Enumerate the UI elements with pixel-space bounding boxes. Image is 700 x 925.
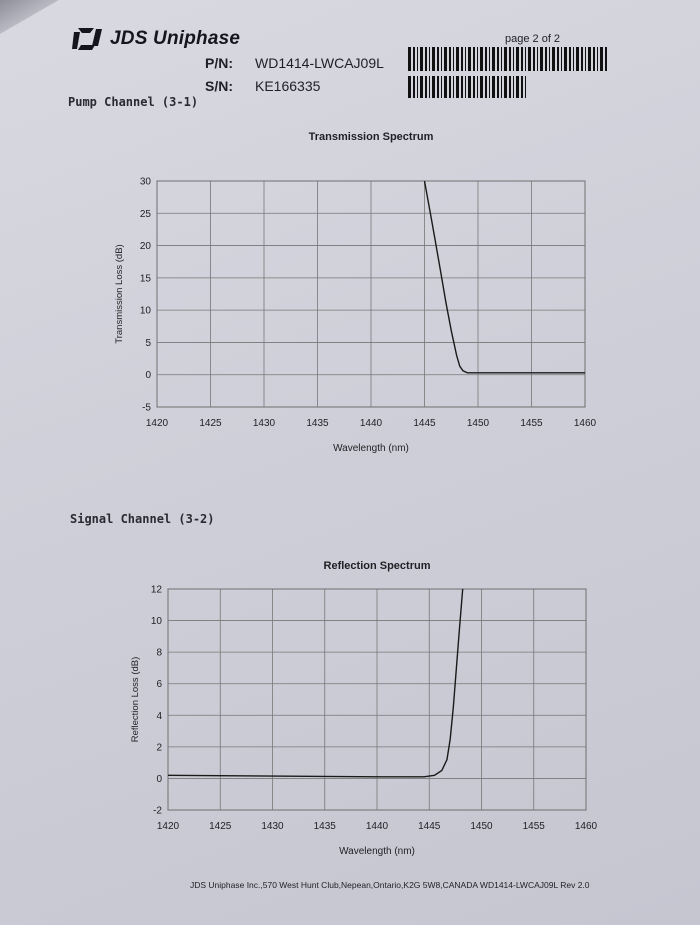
footer-address: JDS Uniphase Inc.,570 West Hunt Club,Nepean,Ontario,K2G 5W8,CANADA WD1414-LWCAJ09L Rev 2.0	[190, 880, 590, 890]
barcode-bar	[540, 47, 543, 71]
barcode-bar	[569, 47, 571, 71]
y-axis-label: Transmission Loss (dB)	[114, 244, 125, 344]
barcode-bar	[429, 76, 430, 98]
barcode-bar	[489, 76, 490, 98]
transmission-chart-svg	[100, 125, 620, 460]
company-logo	[72, 26, 240, 52]
y-tick-label: -5	[142, 402, 151, 414]
barcode-bar	[545, 47, 547, 71]
barcode-bar	[564, 47, 567, 71]
serial-number-label: S/N:	[205, 78, 233, 94]
barcode-bar	[509, 76, 511, 98]
barcode-bar	[552, 47, 555, 71]
reflection-chart	[110, 555, 620, 860]
barcode-bar	[528, 47, 531, 71]
y-tick-label: 5	[145, 337, 151, 349]
barcode-bar	[444, 47, 447, 71]
barcode-bar	[557, 47, 559, 71]
barcode-bar	[432, 47, 435, 71]
barcode-bar	[413, 47, 415, 71]
barcode-bar	[468, 76, 471, 98]
barcode-bar	[420, 47, 423, 71]
barcode-bar	[509, 47, 511, 71]
barcode-bar	[473, 76, 475, 98]
barcode-bar	[521, 47, 523, 71]
barcode-bar	[417, 76, 418, 98]
barcode-bar	[437, 76, 439, 98]
serial-number-value: KE166335	[255, 78, 321, 94]
barcode-bar	[497, 76, 499, 98]
x-tick-label: 1440	[359, 418, 383, 429]
barcode-bar	[585, 47, 586, 71]
barcode-bar	[461, 76, 463, 98]
barcode-bar	[504, 76, 507, 98]
barcode-bar	[468, 47, 471, 71]
barcode-bar	[456, 47, 459, 71]
y-tick-label: 0	[156, 773, 162, 785]
barcode-bar	[525, 76, 526, 98]
barcode-bar	[453, 76, 454, 98]
page-indicator: page 2 of 2	[505, 33, 561, 45]
barcode-bar	[420, 76, 423, 98]
barcode-bar	[605, 47, 607, 71]
barcode-bar	[576, 47, 579, 71]
barcode-bar	[588, 47, 591, 71]
barcode-bar	[561, 47, 562, 71]
barcode-bar	[453, 47, 454, 71]
x-tick-label: 1435	[313, 821, 336, 832]
y-tick-label: 0	[145, 370, 151, 382]
x-tick-label: 1455	[522, 821, 545, 832]
jdsu-logo-icon	[72, 26, 104, 52]
folded-corner	[0, 0, 60, 40]
barcode-bar	[593, 47, 595, 71]
y-tick-label: 10	[150, 616, 162, 628]
barcode-bar	[537, 47, 538, 71]
barcode-bar	[521, 76, 523, 98]
y-tick-label: 30	[139, 176, 151, 188]
barcode-bar	[485, 76, 487, 98]
x-tick-label: 1460	[574, 821, 598, 832]
barcode-bar	[489, 47, 490, 71]
x-axis-label: Wavelength (nm)	[333, 443, 409, 454]
barcode-bar	[408, 47, 411, 71]
barcode-bar	[480, 76, 483, 98]
barcode-bar	[425, 76, 427, 98]
barcode-bar	[441, 76, 442, 98]
barcode-bar	[485, 47, 487, 71]
y-axis-label: Reflection Loss (dB)	[130, 656, 141, 743]
barcode-bar	[492, 47, 495, 71]
barcode-bar	[413, 76, 415, 98]
barcode-bar	[461, 47, 463, 71]
barcode-bar	[477, 76, 478, 98]
part-number-value: WD1414-LWCAJ09L	[255, 55, 384, 71]
x-tick-label: 1420	[156, 821, 180, 832]
company-name: JDS Uniphase	[110, 28, 241, 49]
x-axis-label: Wavelength (nm)	[339, 846, 415, 857]
barcode-bar	[449, 47, 451, 71]
barcode-bar	[549, 47, 550, 71]
x-tick-label: 1430	[252, 418, 276, 429]
barcode-bar	[437, 47, 439, 71]
barcode-bar	[581, 47, 583, 71]
barcode-bar	[417, 47, 418, 71]
y-tick-label: 2	[156, 742, 162, 754]
part-number-barcode	[408, 47, 608, 71]
x-tick-label: 1435	[306, 418, 329, 429]
x-tick-label: 1455	[520, 418, 543, 429]
barcode-bar	[501, 76, 502, 98]
barcode-bar	[525, 47, 526, 71]
barcode-bar	[516, 76, 519, 98]
barcode-bar	[408, 76, 411, 98]
barcode-bar	[533, 47, 535, 71]
x-tick-label: 1450	[470, 821, 493, 832]
barcode-bar	[425, 47, 427, 71]
barcode-bar	[501, 47, 502, 71]
barcode-bar	[456, 76, 459, 98]
barcode-bar	[480, 47, 483, 71]
barcode-bar	[432, 76, 435, 98]
barcode-bar	[465, 47, 466, 71]
barcode-bar	[513, 47, 514, 71]
barcode-bar	[504, 47, 507, 71]
chart-title: Reflection Spectrum	[323, 560, 431, 572]
barcode-bar	[473, 47, 475, 71]
barcode-bar	[465, 76, 466, 98]
chart-title: Transmission Spectrum	[308, 131, 434, 143]
serial-number-barcode	[408, 76, 528, 98]
x-tick-label: 1450	[466, 418, 490, 429]
y-tick-label: 15	[139, 273, 151, 285]
barcode-bar	[429, 47, 430, 71]
x-tick-label: 1445	[418, 821, 441, 832]
series-line	[168, 589, 463, 777]
barcode-bar	[444, 76, 447, 98]
x-tick-label: 1460	[573, 418, 597, 429]
barcode-bar	[497, 47, 499, 71]
part-number-label: P/N:	[205, 55, 233, 71]
series-line	[425, 181, 586, 373]
signal-channel-label: Signal Channel (3-2)	[70, 512, 215, 526]
y-tick-label: -2	[153, 805, 162, 817]
barcode-bar	[516, 47, 519, 71]
barcode-bar	[477, 47, 478, 71]
y-tick-label: 25	[139, 208, 151, 220]
y-tick-label: 20	[139, 241, 151, 253]
y-tick-label: 10	[139, 305, 151, 317]
pump-channel-label: Pump Channel (3-1)	[68, 95, 199, 109]
barcode-bar	[573, 47, 574, 71]
barcode-bar	[513, 76, 514, 98]
y-tick-label: 6	[156, 679, 162, 691]
y-tick-label: 4	[156, 710, 162, 722]
x-tick-label: 1425	[209, 821, 232, 832]
barcode-bar	[449, 76, 451, 98]
y-tick-label: 12	[150, 584, 162, 596]
x-tick-label: 1430	[261, 821, 284, 832]
barcode-bar	[492, 76, 495, 98]
transmission-chart	[100, 125, 620, 460]
y-tick-label: 8	[156, 647, 162, 659]
reflection-chart-svg	[110, 555, 620, 860]
x-tick-label: 1420	[145, 418, 169, 429]
barcode-bar	[597, 47, 598, 71]
barcode-bar	[441, 47, 442, 71]
x-tick-label: 1440	[365, 821, 389, 832]
x-tick-label: 1445	[413, 418, 436, 429]
x-tick-label: 1425	[199, 418, 222, 429]
barcode-bar	[600, 47, 603, 71]
